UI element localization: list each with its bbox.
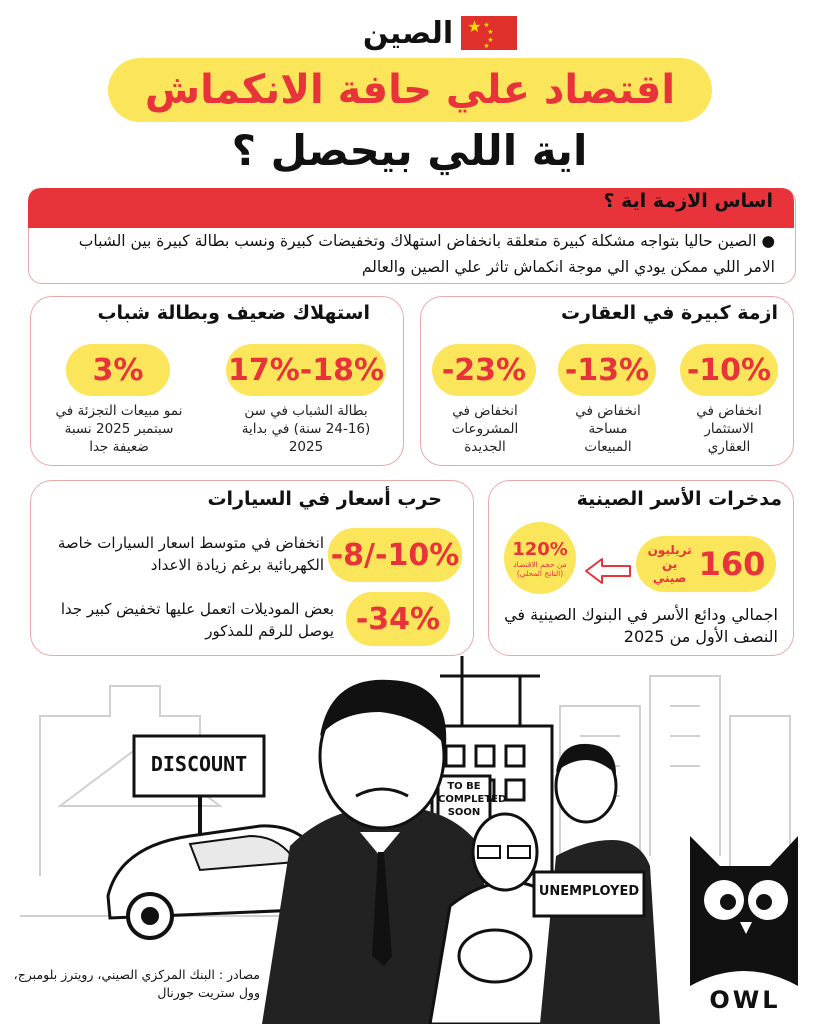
savings-ratio: 120%	[512, 538, 568, 560]
discount-sign-text: DISCOUNT	[150, 752, 248, 776]
sources-text: مصادر : البنك المركزي الصيني، رويترز بلومبرج، وول ستريت جورنال	[13, 967, 260, 1000]
consumption-stat-1-desc: بطالة الشباب في سن (16-24 سنة) في بداية 2025	[241, 403, 371, 455]
consumption-heading: استهلاك ضعيف وبطالة شباب	[97, 302, 370, 324]
savings-ratio-badge	[504, 522, 576, 594]
real-estate-stat-3-desc: انخفاض في المشروعات الجديدة	[451, 403, 519, 455]
savings-amount-pill	[636, 536, 776, 592]
consumption-stat-2-value: 3%	[66, 344, 170, 396]
page-subtitle: اية اللي بيحصل ؟	[231, 126, 588, 175]
savings-amount-unit: تريليون ين صيني	[647, 543, 692, 585]
china-flag-icon: ★ ★ ★ ★ ★	[461, 16, 517, 50]
car-war-heading: حرب أسعار في السيارات	[207, 488, 442, 510]
title-banner	[108, 58, 712, 122]
consumption-stat-1-value: 17%-18%	[226, 344, 386, 396]
savings-amount: 160	[698, 545, 766, 583]
consumption-stat-2-desc: نمو مبيعات التجزئة في سبتمبر 2025 نسبة ضعيفة جدا	[55, 403, 183, 455]
building-sign-text: TO BE COMPLETED SOON	[438, 781, 507, 818]
car-war-stat-2-text: بعض الموديلات اتعمل عليها تخفيض كبير جدا يوصل للرقم للمذكور	[60, 600, 334, 640]
real-estate-stat-2-desc: انخفاض في مساحة المبيعات	[575, 403, 641, 455]
basis-heading: اساس الازمة اية ؟	[603, 190, 773, 212]
real-estate-stat-2-value: -13%	[558, 344, 656, 396]
real-estate-stat-3-value: -23%	[432, 344, 536, 396]
country-heading	[360, 12, 520, 54]
owl-logo-icon	[690, 836, 798, 986]
savings-heading: مدخرات الأسر الصينية	[576, 488, 782, 510]
country-label: الصين	[362, 15, 454, 51]
brand-name: OWL	[709, 986, 781, 1014]
unemployed-sign-text: UNEMPLOYED	[538, 884, 640, 899]
basis-bullet: الصين حاليا بتواجه مشكلة كبيرة متعلقة بانخفاض استهلاك وتخفيضات كبيرة ونسب بطالة كبيرة بين الشباب الامر اللي ممكن يودي الي موجة انكماش تاثر علي الصين والعالم	[78, 232, 775, 276]
arrow-left-icon	[584, 556, 632, 586]
piggy-bank-icon	[459, 930, 531, 982]
savings-ratio-note: من حجم الاقتصاد (الناتج المحلي)	[513, 559, 567, 578]
real-estate-stat-1-desc: انخفاض في الاستثمار العقاري	[696, 403, 762, 455]
basis-text	[55, 228, 775, 280]
car-war-stat-1-value: -8/-10%	[328, 528, 462, 582]
page-title: اقتصاد علي حافة الانكماش	[144, 67, 676, 113]
savings-desc: اجمالي ودائع الأسر في البنوك الصينية في النصف الأول من 2025	[504, 605, 778, 646]
car-war-stat-2-value: -34%	[346, 592, 450, 646]
real-estate-heading: ازمة كبيرة في العقارت	[560, 302, 778, 324]
real-estate-stat-1-value: -10%	[680, 344, 778, 396]
bullet-icon: ●	[756, 232, 775, 250]
car-war-stat-1-text: انخفاض في متوسط اسعار السيارات خاصة الكهربائية برغم زيادة الاعداد	[57, 534, 324, 574]
